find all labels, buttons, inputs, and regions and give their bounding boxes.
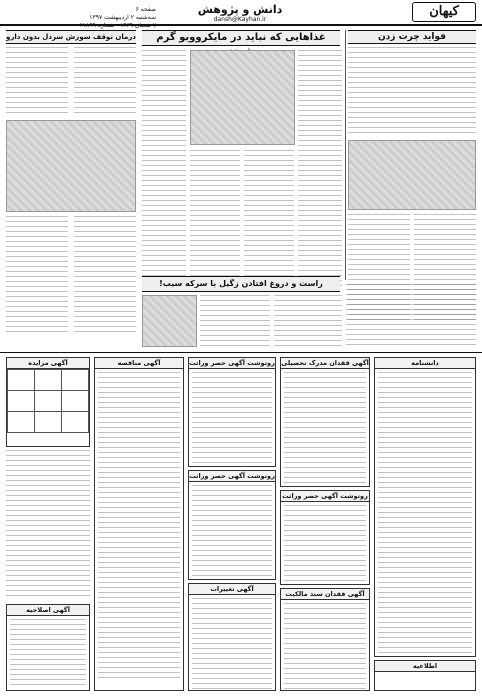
inheritance-title-2: روتوشت آگهی حصر وراثت (189, 472, 275, 480)
apple-body-1 (200, 295, 270, 347)
lost-doc-title: آگهی فقدان مدرک تحصیلی (281, 359, 369, 367)
migraine-body-4 (74, 216, 136, 336)
nap-body (348, 47, 476, 137)
migraine-body-1 (6, 47, 68, 117)
tender-title: آگهی مناقصه (95, 358, 183, 369)
tender-body (98, 372, 180, 682)
section-rule (0, 352, 482, 353)
announce-title: اطلاعیه (375, 661, 475, 672)
lost-doc-notice-2 (280, 588, 370, 691)
daneshnameh-title: دانشنامه (375, 358, 475, 369)
nap-title: فواید چرت زدن (348, 30, 476, 44)
header-rule (0, 24, 482, 26)
inheritance-body-2 (192, 485, 272, 579)
inheritance-title-3: روتوشت آگهی حصر وراثت (282, 492, 368, 500)
right-col-body (346, 284, 476, 348)
lost-doc-title-2: آگهی فقدان سند مالکیت (281, 589, 369, 600)
announce-notice (374, 660, 476, 691)
auction-table (7, 369, 89, 433)
microwave-body-3 (190, 150, 240, 290)
migraine-body-3 (6, 216, 68, 336)
migraine-title: درمان توقف سوزش سردل بدون دارو (6, 30, 136, 44)
inheritance-body-1 (192, 372, 272, 466)
inheritance-notice-1 (188, 357, 276, 467)
column-divider (345, 30, 346, 280)
section-title: دانش و پژوهش (197, 3, 283, 16)
microwave-body-2 (142, 50, 186, 290)
company-title: آگهی تغییرات (189, 584, 275, 595)
website: dansh@Kayhan.ir (213, 16, 267, 23)
correction-notice (6, 604, 90, 691)
apple-body-2 (274, 295, 342, 347)
company-notice (188, 583, 276, 691)
microwave-body-1 (298, 50, 342, 290)
nap-photo (348, 140, 476, 210)
inheritance-title-1: روتوشت آگهی حصر وراثت (189, 359, 275, 367)
tender-notice (94, 357, 184, 691)
inheritance-body-3 (284, 505, 366, 584)
microwave-body-4 (244, 150, 294, 290)
microwave-title: غذاهایی که نباید در مایکروویو گرم (142, 30, 340, 46)
auction-title: آگهی مزایده (7, 358, 89, 369)
newspaper-logo: کیهان (412, 2, 476, 22)
masthead-date-block (6, 6, 156, 30)
correction-body (10, 619, 86, 689)
correction-title: آگهی اصلاحیه (7, 605, 89, 616)
company-body (192, 598, 272, 690)
inheritance-notice-2 (188, 470, 276, 580)
auction-notice (6, 357, 90, 447)
auction-body (6, 450, 90, 600)
page-label: صفحه ۶ (135, 6, 156, 13)
lost-doc-body (284, 372, 366, 486)
section-header (180, 3, 300, 23)
migraine-photo (6, 120, 136, 212)
lost-doc-body-2 (284, 603, 366, 690)
daneshnameh-body (378, 372, 472, 656)
apple-title: راست و دروغ افتادن زگیل با سرکه سیب! (142, 276, 340, 292)
date-line: سه‌شنبه ۲ اردیبهشت ۱۳۹۷ (89, 14, 156, 21)
microwave-photo (190, 50, 295, 145)
migraine-body-2 (74, 47, 136, 117)
lost-doc-notice (280, 357, 370, 487)
apple-photo (142, 295, 197, 347)
daneshnameh-box (374, 357, 476, 657)
inheritance-notice-3 (280, 490, 370, 585)
